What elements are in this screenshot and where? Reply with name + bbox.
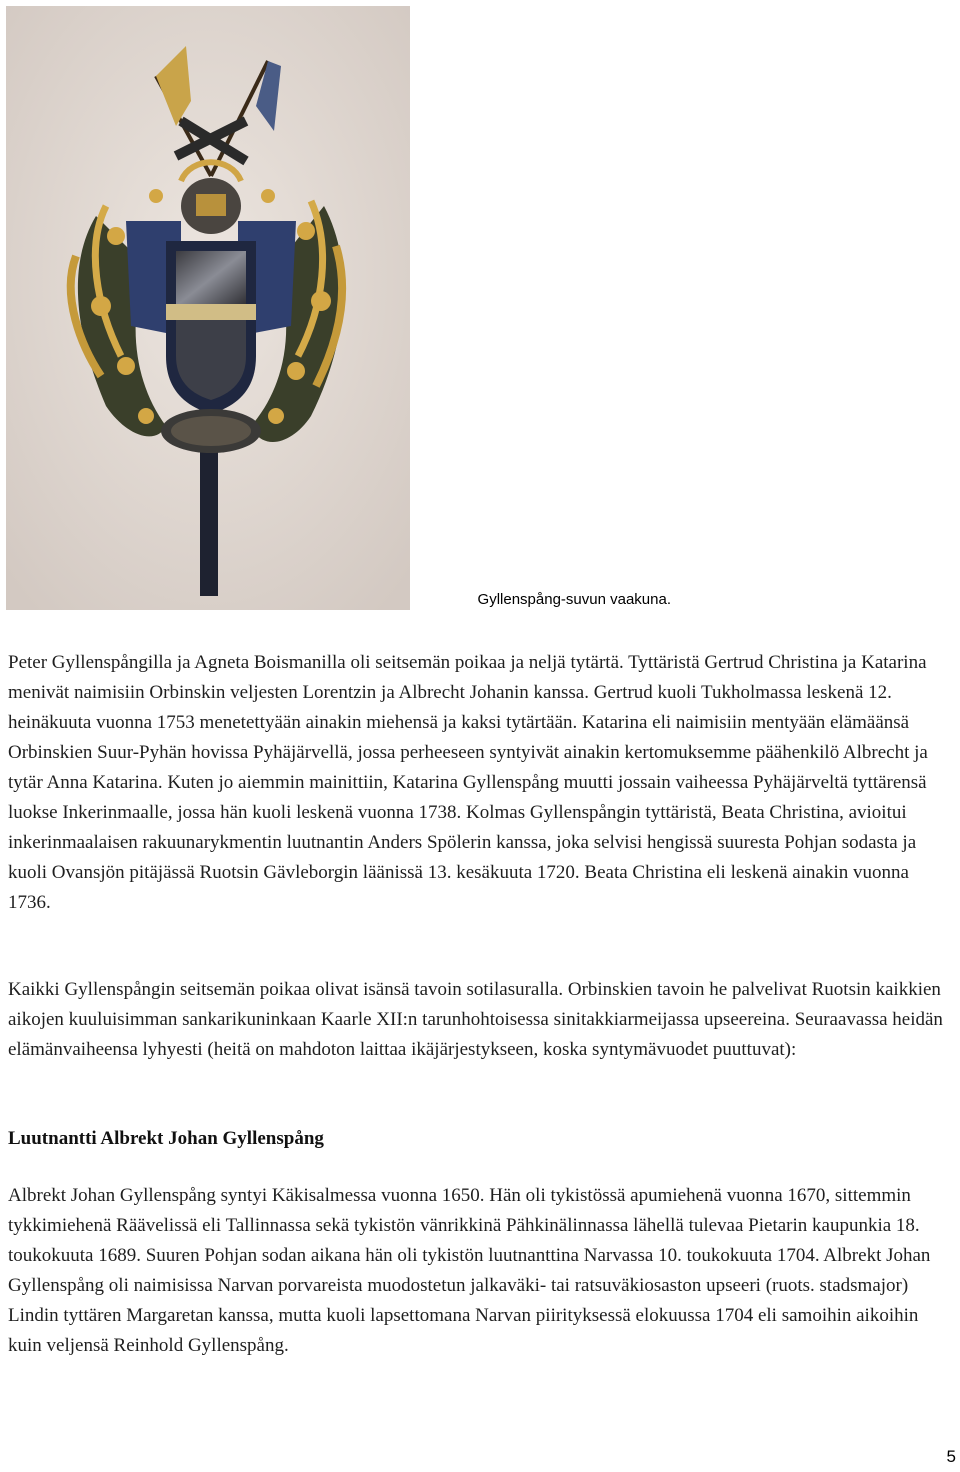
paragraph-albrekt-johan: Albrekt Johan Gyllenspång syntyi Käkisalmessa vuonna 1650. Hän oli tykistössä apumiehenä vuonna 1670, sittemmin tykkimiehenä Räävelissä eli Tallinnassa sekä tykistön vänrikkinä Pähkinälinnassa lähellä tulevaa Pietarin kaupunkia 18. toukokuuta 1689. Suuren Pohjan sodan aikana hän oli tykistön luutnanttina Narvassa 10. toukokuuta 1704. Albrekt Johan Gyllenspång oli naimisissa Narvan porvareista muodostetun jalkaväki- tai ratsuväkiosaston upseeri (ruots. stadsmajor) Lindin tyttären Margaretan kanssa, mutta kuoli lapsettomana Narvan piirityksessä elokuussa 1704 eli samoihin aikoihin kuin veljensä Reinhold Gyllenspång.: [8, 1185, 931, 1356]
coat-of-arms-image: [6, 6, 410, 610]
paragraph-daughters: Peter Gyllenspångilla ja Agneta Boismanilla oli seitsemän poikaa ja neljä tytärtä. Tyttäristä Gertrud Christina ja Katarina menivät naimisiin Orbinskin veljesten Lorentzin ja Albrecht Johanin kanssa. Gertrud kuoli Tukholmassa leskenä 12. heinäkuuta vuonna 1753 menetettyään ainakin miehensä ja kaksi tytärtään. Katarina eli naimisiin mentyään elämäänsä Orbinskien Suur-Pyhän hovissa Pyhäjärvellä, jossa perheeseen syntyivät ainakin kertomuksemme päähenkilö Albrecht ja tytär Anna Katarina. Kuten jo aiemmin mainittiin, Katarina Gyllenspång muutti jossain vaiheessa Pyhäjärveltä tyttärensä luokse Inkerinmaalle, jossa hän kuoli leskenä vuonna 1738. Kolmas Gyllenspångin tyttäristä, Beata Christina, avioitui inkerinmaalaisen rakuunarykmentin luutnantin Anders Spölerin kanssa, joka selvisi hengissä suuresta Pohjan sodasta ja kuoli Ovansjön pitäjässä Ruotsin Gävleborgin läänissä 13. kesäkuuta 1720. Beata Christina eli leskenä ainakin vuonna 1736.: [8, 652, 928, 913]
section-heading: Luutnantti Albrekt Johan Gyllenspång: [8, 1128, 324, 1149]
coat-of-arms-photo: [6, 6, 410, 610]
photo-caption: Gyllenspång-suvun vaakuna.: [477, 591, 671, 608]
paragraph-sons: Kaikki Gyllenspångin seitsemän poikaa olivat isänsä tavoin sotilasuralla. Orbinskien tavoin he palvelivat Ruotsin kaikkien aikojen kuuluisimman sankarikuninkaan Kaarle XII:n tarunhohtoisessa sinitakkiarmeijassa upseereina. Seuraavassa heidän elämänvaiheensa lyhyesti (heitä on mahdoton laittaa ikäjärjestykseen, koska syntymävuodet puuttuvat):: [8, 979, 943, 1060]
page-number: 5: [946, 1447, 956, 1466]
